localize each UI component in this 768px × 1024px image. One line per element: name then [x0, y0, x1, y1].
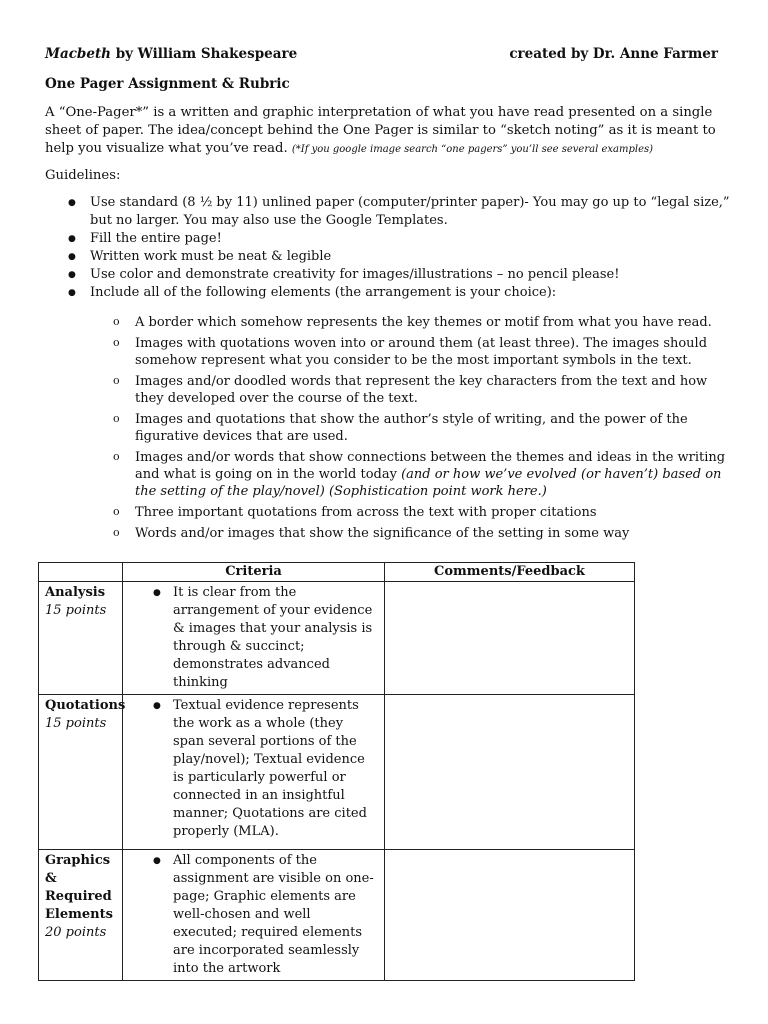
table-header-row [39, 563, 635, 582]
list-item: o Images and/or doodled words that represent the key characters from the text and how they developed over the course of the text. [45, 373, 735, 407]
list-item: o Images and quotations that show the author’s style of writing, and the power of the figurative devices that are used. [45, 411, 735, 445]
guidelines-list [45, 194, 735, 302]
category-points: 20 points [45, 925, 107, 940]
required-elements-list [45, 314, 735, 546]
table-row [39, 695, 635, 850]
category-cell [39, 582, 123, 695]
intro-paragraph: A “One-Pager*” is a written and graphic interpretation of what you have read presented on a single sheet of paper. The idea/concept behind the One Pager is similar to “sketch noting” as it is meant to help you visualize what you’ve read. (*If you google image search “one pagers” you’ll see several examples) [45, 105, 716, 156]
category-points: 15 points [45, 603, 107, 618]
list-item: ● Include all of the following elements (the arrangement is your choice): [45, 284, 735, 302]
work-title: Macbeth by William Shakespeare [45, 46, 298, 62]
category-points: 15 points [45, 716, 107, 731]
feedback-cell [385, 582, 635, 695]
feedback-cell [385, 695, 635, 850]
header-cell-feedback: Comments/Feedback [385, 563, 635, 582]
feedback-cell [385, 850, 635, 981]
table-row [39, 582, 635, 695]
header-cell-criteria: Criteria [123, 563, 385, 582]
rubric-table [38, 562, 635, 981]
guidelines-label: Guidelines: [45, 168, 121, 183]
intro-note: (*If you google image search “one pagers” you’ll see several examples) [291, 144, 654, 155]
list-item: ● Use standard (8 ½ by 11) unlined paper (computer/printer paper)- You may go up to “legal size,” but no larger. You may also use the Google Templates. [45, 194, 735, 230]
criteria-cell: ● It is clear from the arrangement of your evidence & images that your analysis is through & succinct; demonstrates advanced thinking [123, 582, 385, 695]
list-item: o Words and/or images that show the significance of the setting in some way [45, 525, 735, 542]
list-item: ● Use color and demonstrate creativity for images/illustrations – no pencil please! [45, 266, 735, 284]
document-header [45, 46, 718, 62]
list-item: o Images and/or words that show connections between the themes and ideas in the writing and what is going on in the world today (and or how we’ve evolved (or haven’t) based on the setting of the play/novel) (Sophistication point work here.) [45, 449, 735, 500]
criteria-cell: ● Textual evidence represents the work as a whole (they span several portions of the play/novel); Textual evidence is particularly powerful or connected in an insightful manner; Quotations are cited properly (MLA). [123, 695, 385, 850]
list-item: o Images with quotations woven into or around them (at least three). The images should somehow represent what you consider to be the most important symbols in the text. [45, 335, 735, 369]
table-row [39, 850, 635, 981]
list-item: ● Fill the entire page! [45, 230, 735, 248]
category-cell [39, 695, 126, 850]
list-item: ● Written work must be neat & legible [45, 248, 735, 266]
category-name: Quotations [45, 698, 126, 713]
assignment-title: One Pager Assignment & Rubric [45, 76, 290, 92]
category-name: Analysis [45, 585, 106, 600]
list-item: o Three important quotations from across the text with proper citations [45, 504, 735, 521]
criteria-cell: ● All components of the assignment are visible on one-page; Graphic elements are well-chosen and well executed; required elements are incorporated seamlessly into the artwork [123, 850, 385, 981]
category-name: Graphics & Required Elements [45, 853, 113, 922]
category-cell [39, 850, 123, 981]
author-credit: created by Dr. Anne Farmer [509, 46, 718, 62]
header-cell-category [39, 563, 123, 582]
list-item: o A border which somehow represents the key themes or motif from what you have read. [45, 314, 735, 331]
